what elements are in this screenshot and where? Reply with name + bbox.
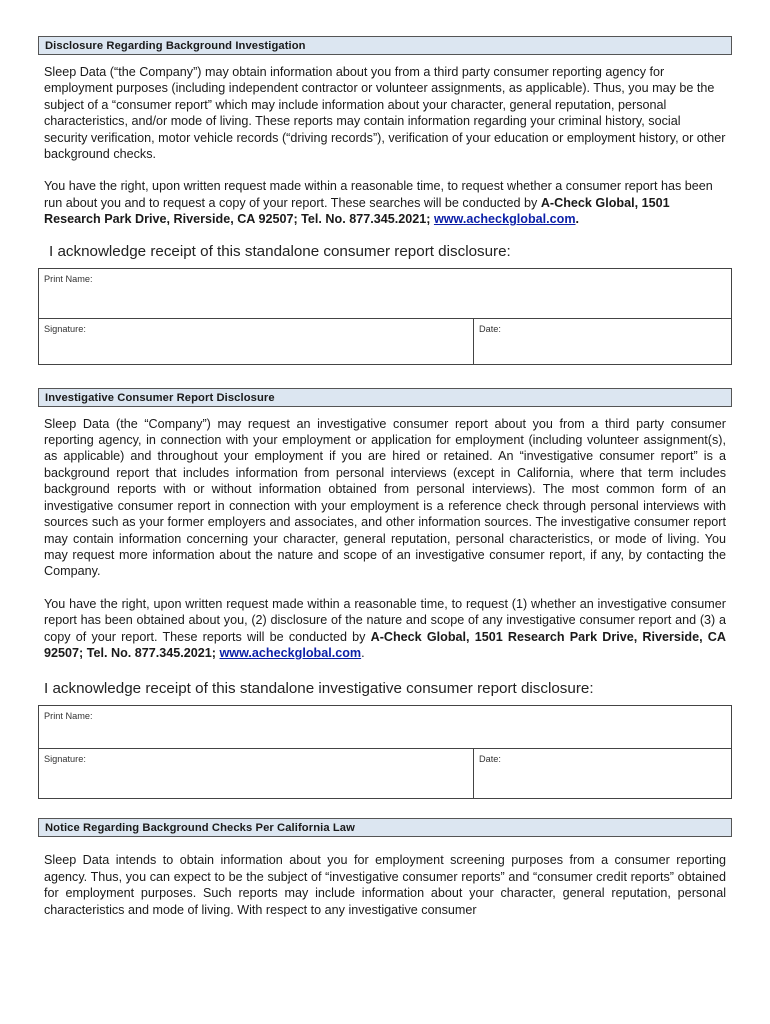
print-name-field-2[interactable] <box>39 706 731 748</box>
print-name-label-2: Print Name: <box>44 711 93 722</box>
disclosure-paragraph-1: Sleep Data (“the Company”) may obtain information about you from a third party consumer reporting agency for employment purposes (including independent contractor or volunteer assignments, as applicable). Thus, you may be the subject of a “consumer report” which may include information about your character, general reputation, personal characteristics, and/or mode of living. These reports may contain information regarding your criminal history, social security verification, motor vehicle records (“driving records”), verification of your education or employment history, or other background checks. <box>44 65 726 162</box>
section-header-california: Notice Regarding Background Checks Per California Law <box>38 818 732 837</box>
signature-field-2[interactable] <box>39 749 473 798</box>
print-name-field[interactable] <box>39 269 731 318</box>
date-label-2: Date: <box>479 754 501 765</box>
date-field-2[interactable] <box>473 749 731 798</box>
disclosure-rights-text: You have the right, upon written request made within a reasonable time, to request whether a consumer report has been run about you and to request a copy of your report. These searches will be conducted by <box>44 179 713 210</box>
print-name-label: Print Name: <box>44 273 93 284</box>
signature-label-2: Signature: <box>44 754 86 765</box>
section-header-disclosure: Disclosure Regarding Background Investigation <box>38 36 732 55</box>
investigative-acknowledgement-text: I acknowledge receipt of this standalone investigative consumer report disclosure: <box>44 680 594 698</box>
california-paragraph-1: Sleep Data intends to obtain information about you for employment screening purposes from a consumer reporting agency. Thus, you can expect to be the subject of “investigative consumer reports” and “consumer credit reports” obtained for employment purposes. Such reports may include information about your character, general reputation, personal characteristics and mode of living. With respect to any investigative consumer <box>44 853 726 917</box>
signature-field[interactable] <box>39 319 473 364</box>
acknowledgement-text: I acknowledge receipt of this standalone consumer report disclosure: <box>49 242 511 260</box>
disclosure-period: . <box>575 212 580 227</box>
acknowledgement-form <box>38 268 732 365</box>
disclosure-paragraph-2 <box>44 178 726 227</box>
investigative-paragraph-1: Sleep Data (the “Company”) may request an investigative consumer report about you from a third party consumer reporting agency, in connection with your employment or application for employment (including volunteer assignment(s), as applicable) and throughout your employment if you are hired or retained. An “investigative consumer report” is a background report that includes information from personal interviews (except in California, where that term includes background reports with or without information obtained from personal interviews). The most common form of an investigative consumer report in connection with your employment is a reference check through personal interviews with sources such as your former employers and associates, and other information sources. The investigative consumer report may contain information concerning your character, general reputation, personal characteristics, or mode of living. You may request more information about the nature and scope of an investigative consumer report, if any, by contacting the Company. <box>44 416 726 579</box>
investigative-acknowledgement-form <box>38 705 732 799</box>
investigative-agency-info: A-Check Global, 1501 Research Park Drive, Riverside, CA 92507; Tel. No. 877.345.2021; <box>44 629 726 660</box>
investigative-paragraph-2 <box>44 596 726 662</box>
date-label: Date: <box>479 323 501 334</box>
date-field[interactable] <box>473 319 731 364</box>
document-page <box>38 36 732 918</box>
acheck-website-link-2[interactable]: www.acheckglobal.com <box>219 645 362 660</box>
signature-label: Signature: <box>44 323 86 334</box>
investigative-period: . <box>361 645 365 660</box>
acheck-website-link[interactable]: www.acheckglobal.com <box>433 212 576 227</box>
investigative-rights-text: You have the right, upon written request made within a reasonable time, to request (1) whether an investigative consumer report has been obtained about you, (2) disclosure of the nature and scope of any investigative consumer report and (3) a copy of your report. These reports will be conducted by <box>44 596 726 644</box>
disclosure-agency-info: A-Check Global, 1501 Research Park Drive, Riverside, CA 92507; Tel. No. 877.345.2021; <box>44 195 670 227</box>
section-header-investigative: Investigative Consumer Report Disclosure <box>38 388 732 407</box>
